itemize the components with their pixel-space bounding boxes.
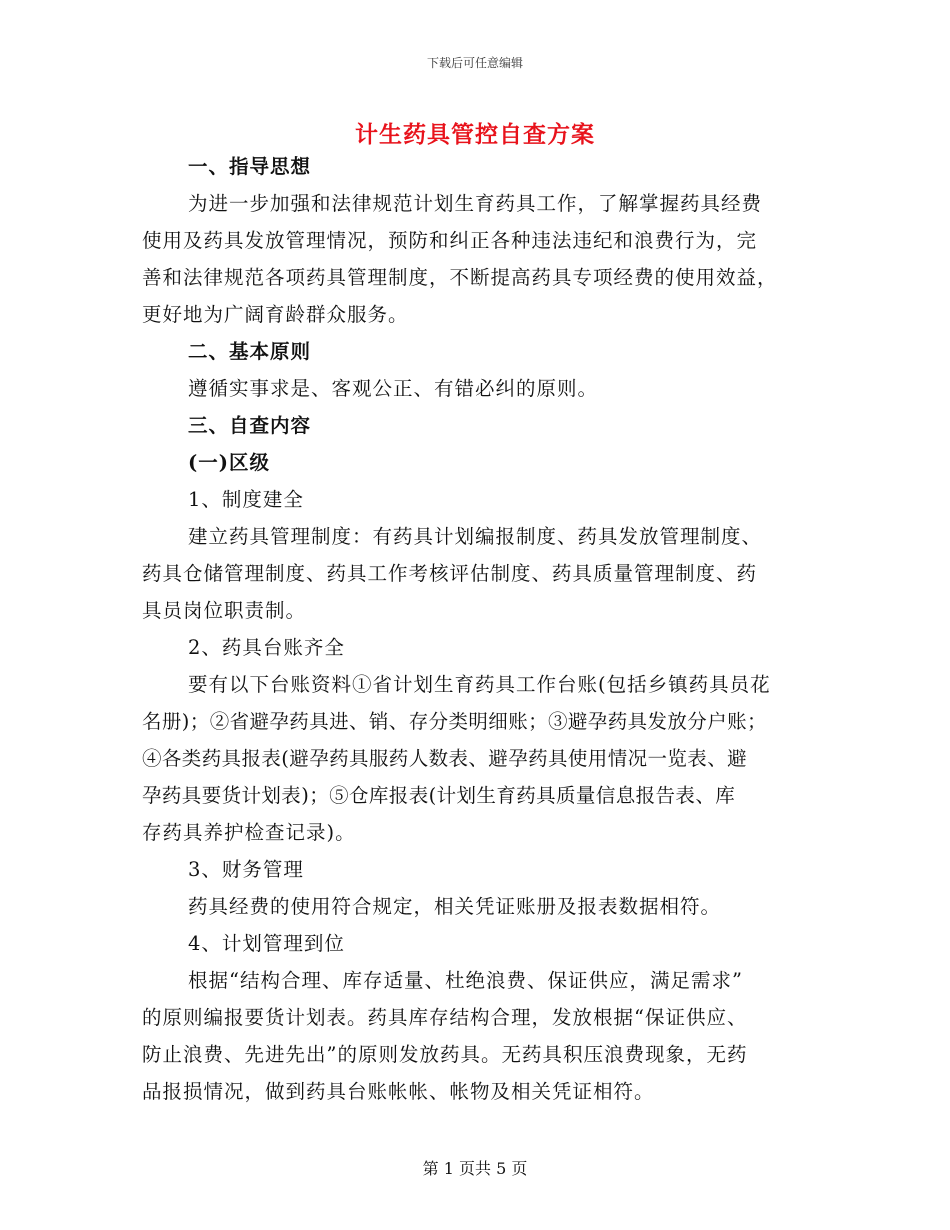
document-body: [142, 148, 822, 1110]
paragraph-line: 药具经费的使用符合规定，相关凭证账册及报表数据相符。: [188, 895, 722, 918]
section-heading: (一)区级: [188, 451, 270, 474]
paragraph-line: 3、财务管理: [188, 858, 304, 881]
paragraph-line: 药具仓储管理制度、药具工作考核评估制度、药具质量管理制度、药: [142, 562, 758, 585]
section-heading: 二、基本原则: [188, 340, 312, 363]
section-heading: 三、自查内容: [188, 414, 312, 437]
paragraph-line: 2、药具台账齐全: [188, 636, 345, 659]
paragraph-line: 防止浪费、先进先出”的原则发放药具。无药具积压浪费现象，无药: [142, 1043, 748, 1066]
paragraph-line: 的原则编报要货计划表。药具库存结构合理，发放根据“保证供应、: [142, 1006, 748, 1029]
page-footer: 第 1 页共 5 页: [422, 1159, 528, 1178]
paragraph-line: 建立药具管理制度：有药具计划编报制度、药具发放管理制度、: [188, 525, 763, 548]
paragraph-line: 为进一步加强和法律规范计划生育药具工作，了解掌握药具经费: [188, 192, 763, 215]
paragraph-line: 4、计划管理到位: [188, 932, 345, 955]
section-heading: 一、指导思想: [188, 155, 312, 178]
paragraph-line: ④各类药具报表(避孕药具服药人数表、避孕药具使用情况一览表、避: [142, 747, 748, 770]
paragraph-line: 具员岗位职责制。: [142, 599, 307, 622]
paragraph-line: 更好地为广阔育龄群众服务。: [142, 303, 409, 326]
paragraph-line: 1、制度建全: [188, 488, 304, 511]
document-title: 计生药具管控自查方案: [355, 121, 595, 148]
paragraph-line: 使用及药具发放管理情况，预防和纠正各种违法违纪和浪费行为，完: [142, 229, 758, 252]
paragraph-line: 根据“结构合理、库存适量、杜绝浪费、保证供应，满足需求”: [188, 969, 743, 992]
page-header: 下载后可任意编辑: [426, 56, 523, 70]
paragraph-line: 存药具养护检查记录)。: [142, 821, 356, 844]
paragraph-line: 孕药具要货计划表)；⑤仓库报表(计划生育药具质量信息报告表、库: [142, 784, 736, 807]
paragraph-line: 要有以下台账资料①省计划生育药具工作台账(包括乡镇药具员花: [188, 673, 771, 696]
paragraph-line: 善和法律规范各项药具管理制度，不断提高药具专项经费的使用效益，: [142, 266, 778, 289]
paragraph-line: 遵循实事求是、客观公正、有错必纠的原则。: [188, 377, 599, 400]
paragraph-line: 名册)；②省避孕药具进、销、存分类明细账；③避孕药具发放分户账；: [142, 710, 767, 733]
paragraph-line: 品报损情况，做到药具台账帐帐、帐物及相关凭证相符。: [142, 1080, 655, 1103]
